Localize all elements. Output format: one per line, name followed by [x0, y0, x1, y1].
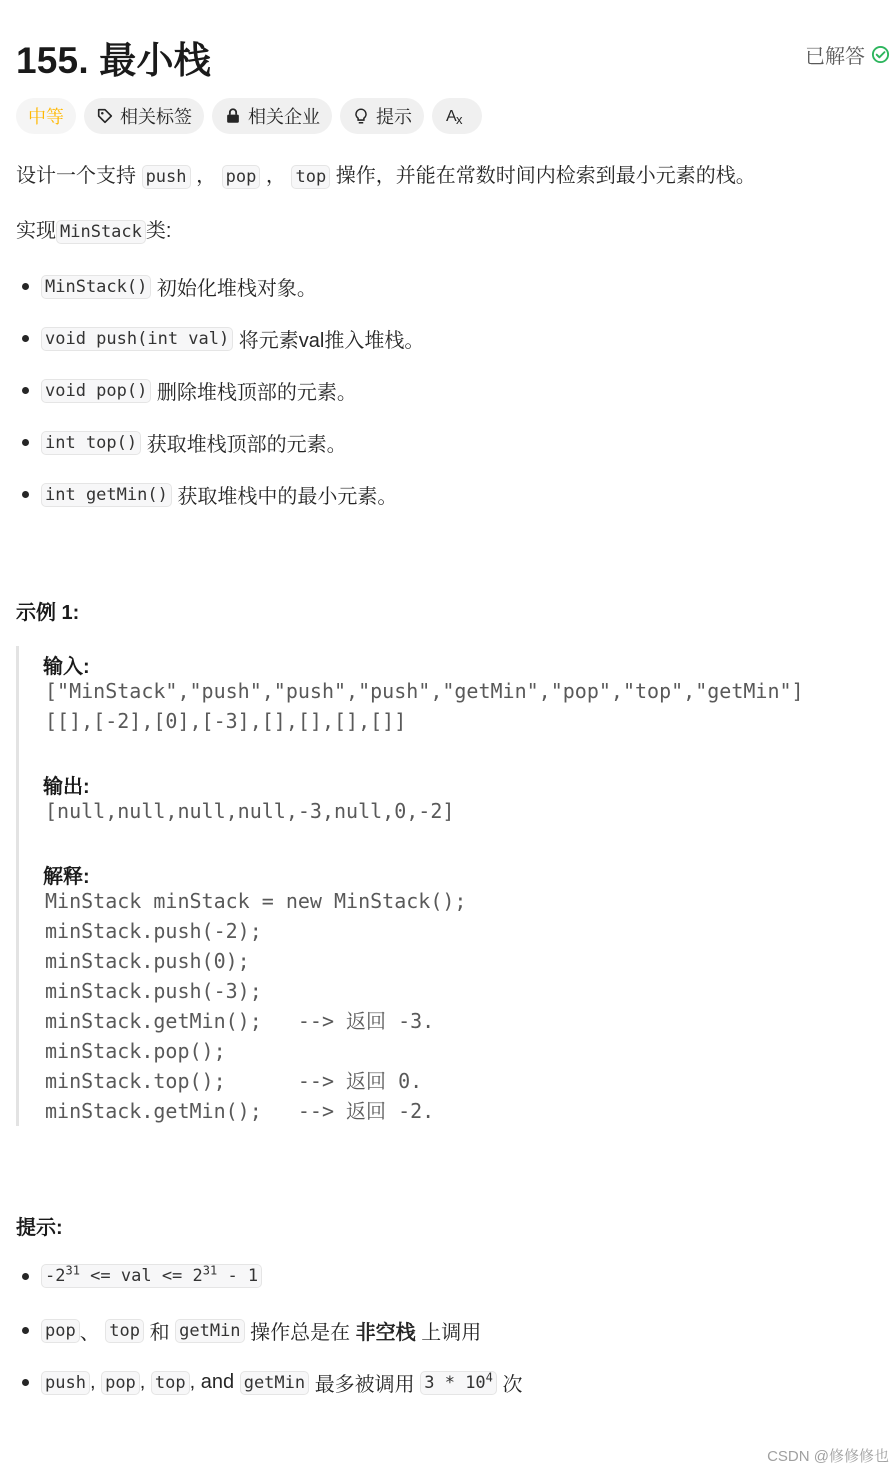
conjunction: and [200, 1371, 235, 1393]
method-text: 将元素val推入堆栈。 [238, 330, 425, 352]
method-code: void push(int val) [41, 327, 233, 351]
related-tags-label: 相关标签 [120, 107, 192, 127]
svg-text:A: A [446, 108, 457, 125]
explain-label: 解释: [43, 866, 90, 888]
method-text: 初始化堆栈对象。 [156, 278, 317, 300]
inline-code-top: top [291, 165, 330, 189]
inline-code-getmin: getMin [175, 1319, 244, 1343]
hint-label: 提示 [376, 107, 412, 127]
constraint-text: 最多被调用 [314, 1374, 415, 1396]
method-text: 获取堆栈顶部的元素。 [146, 434, 347, 456]
method-code: MinStack() [41, 275, 151, 299]
input-line-1: ["MinStack","push","push","push","getMin","pop","top","getMin"] [45, 679, 804, 703]
explain-line: minStack.top(); --> 返回 0. [45, 1069, 423, 1093]
related-companies-button[interactable] [212, 98, 332, 134]
exponent: 31 [65, 1263, 80, 1278]
difficulty-label: 中等 [28, 107, 64, 127]
method-item [16, 324, 424, 353]
constraint-text: 上调用 [421, 1322, 482, 1344]
explain-line: minStack.push(-2); [45, 919, 262, 943]
code-part: <= val <= 2 [79, 1266, 203, 1286]
input-line-2: [[],[-2],[0],[-3],[],[],[],[]] [45, 709, 407, 733]
inline-code-pop: pop [222, 165, 261, 189]
tag-icon [96, 107, 114, 125]
translate-button[interactable] [432, 98, 482, 134]
impl-text: 实现 [16, 220, 56, 242]
lightbulb-icon [352, 107, 370, 125]
related-tags-button[interactable] [84, 98, 204, 134]
bullet-dot [22, 335, 29, 342]
output-line: [null,null,null,null,-3,null,0,-2] [45, 799, 455, 823]
method-text: 删除堆栈顶部的元素。 [156, 382, 357, 404]
method-code: int top() [41, 431, 141, 455]
check-circle-icon [871, 45, 890, 64]
inline-code-push: push [41, 1371, 90, 1395]
intro-text: 操作，并能在常数时间内检索到最小元素的栈。 [335, 165, 756, 187]
inline-code-push: push [142, 165, 191, 189]
bullet-dot [22, 439, 29, 446]
explain-line: minStack.getMin(); --> 返回 -2. [45, 1099, 435, 1123]
method-code: int getMin() [41, 483, 172, 507]
explain-line: MinStack minStack = new MinStack(); [45, 889, 467, 913]
lock-icon [224, 107, 242, 125]
example-heading: 示例 1: [16, 602, 80, 624]
inline-code-top: top [151, 1371, 190, 1395]
bullet-dot [22, 1379, 29, 1386]
watermark: CSDN @修修修也 [767, 1448, 889, 1465]
conjunction: 和 [149, 1322, 170, 1344]
example-block [16, 646, 879, 1126]
problem-header [16, 30, 890, 81]
code-part: 3 * 10 [424, 1372, 486, 1393]
inline-code-pop: pop [101, 1371, 140, 1395]
bullet-dot [22, 1327, 29, 1334]
svg-text:x: x [456, 112, 463, 126]
intro-text: 设计一个支持 [16, 165, 136, 187]
constraint-item [16, 1264, 262, 1288]
explain-line: minStack.push(-3); [45, 979, 262, 1003]
tag-bar [16, 98, 482, 134]
bullet-dot [22, 283, 29, 290]
method-item [16, 428, 347, 457]
separator: 、 [79, 1322, 100, 1344]
problem-title: 155. 最小栈 [16, 40, 211, 81]
method-item [16, 272, 317, 301]
code-part: -2 [45, 1266, 66, 1286]
constraint-item: push , pop , top , and getMin 最多被调用 $3 * 10^4$ 次 [16, 1368, 522, 1397]
bullet-dot [22, 491, 29, 498]
translate-icon [446, 106, 468, 126]
constraint-text: 操作总是在 [250, 1322, 351, 1344]
input-label: 输入: [43, 656, 90, 678]
explain-line: minStack.pop(); [45, 1039, 226, 1063]
inline-code-top: top [105, 1319, 144, 1343]
output-label: 输出: [43, 776, 90, 798]
exponent: 4 [485, 1369, 493, 1384]
inline-code-minstack: MinStack [56, 220, 146, 244]
constraints-heading: 提示: [16, 1217, 63, 1239]
impl-text: 类: [145, 220, 172, 242]
code-part: - 1 [217, 1266, 259, 1286]
difficulty-badge[interactable] [16, 98, 76, 134]
explain-line: minStack.getMin(); --> 返回 -3. [45, 1009, 435, 1033]
implementation-line [16, 217, 171, 246]
related-companies-label: 相关企业 [248, 107, 320, 127]
method-code: void pop() [41, 379, 151, 403]
solved-label: 已解答 [805, 46, 865, 68]
inline-code-pop: pop [41, 1319, 80, 1343]
hint-button[interactable] [340, 98, 424, 134]
emphasis-text: 非空栈 [355, 1322, 416, 1344]
explain-line: minStack.push(0); [45, 949, 250, 973]
constraint-text: 次 [502, 1374, 523, 1396]
solved-status [805, 40, 890, 69]
separator: ， [265, 165, 286, 187]
description-intro [16, 162, 756, 191]
method-item [16, 480, 397, 509]
constraint-item [16, 1316, 481, 1345]
call-limit-code [420, 1371, 497, 1395]
inline-code-getmin: getMin [240, 1371, 309, 1395]
separator: ， [196, 165, 217, 187]
constraint-range-code [41, 1264, 262, 1288]
method-text: 获取堆栈中的最小元素。 [177, 486, 398, 508]
bullet-dot [22, 387, 29, 394]
method-item [16, 376, 357, 405]
bullet-dot [22, 1273, 29, 1280]
exponent: 31 [202, 1263, 218, 1278]
